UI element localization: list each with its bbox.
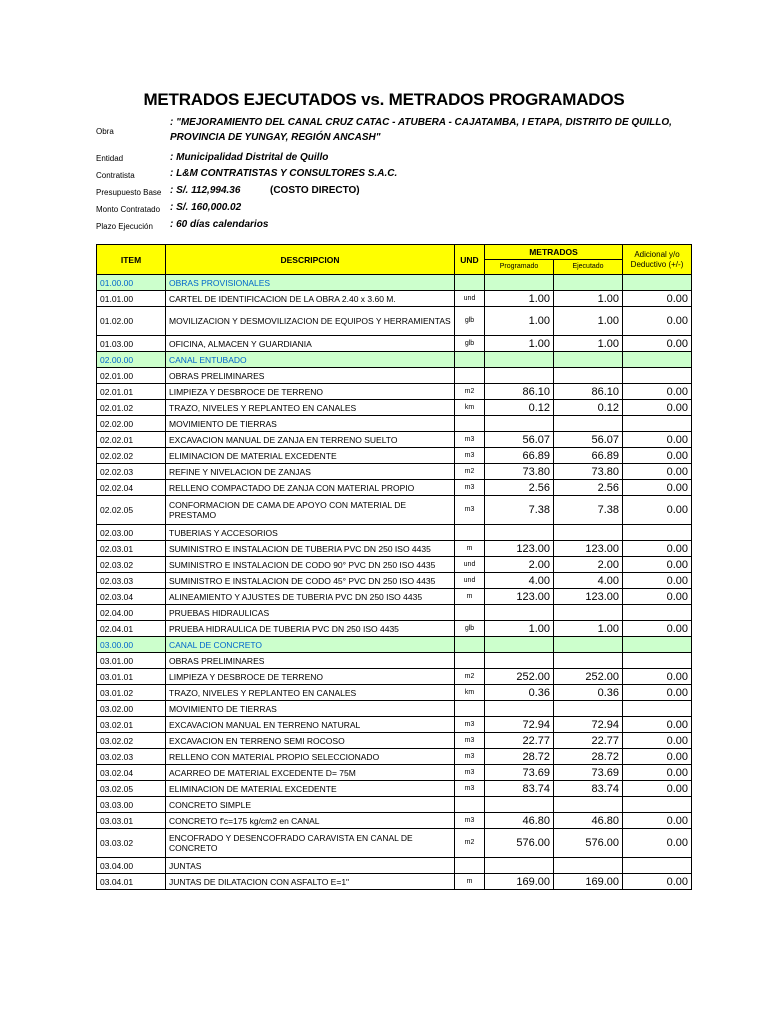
- col-und: UND: [455, 245, 485, 275]
- table-row: [97, 275, 692, 291]
- table-row: [97, 368, 692, 384]
- cell-adicional: 0.00: [623, 496, 692, 525]
- cell-und: m3: [455, 496, 485, 525]
- cell-descripcion: SUMINISTRO E INSTALACION DE CODO 90° PVC DN 250 ISO 4435: [166, 557, 455, 573]
- presupuesto-value: : S/. 112,994.36: [170, 185, 241, 196]
- col-item: ITEM: [97, 245, 166, 275]
- cell-und: m2: [455, 464, 485, 480]
- table-row: [97, 291, 692, 307]
- cell-item: 02.02.01: [97, 432, 166, 448]
- cell-programado: [485, 525, 554, 541]
- cell-adicional: 0.00: [623, 448, 692, 464]
- cell-und: m3: [455, 765, 485, 781]
- cell-descripcion: ELIMINACION DE MATERIAL EXCEDENTE: [166, 781, 455, 797]
- cell-und: km: [455, 400, 485, 416]
- obra-label: Obra: [96, 127, 114, 136]
- cell-ejecutado: 83.74: [554, 781, 623, 797]
- cell-adicional: [623, 637, 692, 653]
- cell-adicional: [623, 701, 692, 717]
- cell-adicional: 0.00: [623, 765, 692, 781]
- cell-item: 02.04.01: [97, 621, 166, 637]
- col-metrados: METRADOS: [485, 245, 623, 260]
- cell-descripcion: CONCRETO f'c=175 kg/cm2 en CANAL: [166, 813, 455, 829]
- cell-und: [455, 352, 485, 368]
- table-row: [97, 400, 692, 416]
- metrados-table: [96, 244, 692, 890]
- cell-und: [455, 637, 485, 653]
- cell-programado: 28.72: [485, 749, 554, 765]
- cell-item: 03.02.00: [97, 701, 166, 717]
- cell-ejecutado: 2.56: [554, 480, 623, 496]
- cell-programado: 2.56: [485, 480, 554, 496]
- cell-adicional: 0.00: [623, 480, 692, 496]
- cell-programado: 56.07: [485, 432, 554, 448]
- cell-ejecutado: [554, 653, 623, 669]
- table-row: [97, 384, 692, 400]
- cell-ejecutado: [554, 858, 623, 874]
- cell-item: 03.02.01: [97, 717, 166, 733]
- cell-ejecutado: 123.00: [554, 589, 623, 605]
- table-row: [97, 733, 692, 749]
- cell-programado: [485, 352, 554, 368]
- cell-und: [455, 368, 485, 384]
- table-row: [97, 432, 692, 448]
- cell-descripcion: MOVIMIENTO DE TIERRAS: [166, 416, 455, 432]
- cell-adicional: [623, 352, 692, 368]
- plazo-value: : 60 días calendarios: [170, 219, 269, 230]
- presupuesto-note: (COSTO DIRECTO): [270, 185, 360, 196]
- cell-und: m2: [455, 829, 485, 858]
- cell-ejecutado: 86.10: [554, 384, 623, 400]
- cell-ejecutado: 73.69: [554, 765, 623, 781]
- cell-ejecutado: 4.00: [554, 573, 623, 589]
- cell-ejecutado: 252.00: [554, 669, 623, 685]
- cell-und: glb: [455, 307, 485, 336]
- monto-value: : S/. 160,000.02: [170, 202, 242, 213]
- cell-adicional: [623, 416, 692, 432]
- cell-item: 03.01.02: [97, 685, 166, 701]
- cell-programado: [485, 797, 554, 813]
- cell-descripcion: MOVILIZACION Y DESMOVILIZACION DE EQUIPOS Y HERRAMIENTAS: [166, 307, 455, 336]
- cell-ejecutado: 28.72: [554, 749, 623, 765]
- cell-descripcion: JUNTAS: [166, 858, 455, 874]
- cell-adicional: [623, 797, 692, 813]
- cell-item: 03.01.01: [97, 669, 166, 685]
- cell-adicional: [623, 858, 692, 874]
- cell-und: m: [455, 874, 485, 890]
- cell-adicional: [623, 653, 692, 669]
- cell-und: [455, 416, 485, 432]
- cell-und: m3: [455, 717, 485, 733]
- cell-descripcion: LIMPIEZA Y DESBROCE DE TERRENO: [166, 384, 455, 400]
- cell-descripcion: PRUEBAS HIDRAULICAS: [166, 605, 455, 621]
- cell-descripcion: TRAZO, NIVELES Y REPLANTEO EN CANALES: [166, 685, 455, 701]
- cell-programado: 72.94: [485, 717, 554, 733]
- cell-ejecutado: 123.00: [554, 541, 623, 557]
- cell-item: 03.04.00: [97, 858, 166, 874]
- cell-ejecutado: 0.12: [554, 400, 623, 416]
- table-row: [97, 621, 692, 637]
- table-row: [97, 416, 692, 432]
- monto-label: Monto Contratado: [96, 205, 161, 214]
- col-programado: Programado: [485, 260, 554, 275]
- cell-descripcion: ALINEAMIENTO Y AJUSTES DE TUBERIA PVC DN 250 ISO 4435: [166, 589, 455, 605]
- cell-ejecutado: [554, 605, 623, 621]
- cell-ejecutado: 576.00: [554, 829, 623, 858]
- obra-value-line2: PROVINCIA DE YUNGAY, REGIÓN ANCASH": [170, 132, 381, 143]
- cell-programado: 1.00: [485, 291, 554, 307]
- cell-programado: [485, 416, 554, 432]
- cell-ejecutado: 1.00: [554, 336, 623, 352]
- cell-und: [455, 858, 485, 874]
- cell-descripcion: SUMINISTRO E INSTALACION DE TUBERIA PVC DN 250 ISO 4435: [166, 541, 455, 557]
- cell-descripcion: TUBERIAS Y ACCESORIOS: [166, 525, 455, 541]
- cell-und: [455, 275, 485, 291]
- contratista-label: Contratista: [96, 171, 135, 180]
- cell-ejecutado: 169.00: [554, 874, 623, 890]
- cell-item: 02.02.03: [97, 464, 166, 480]
- cell-programado: 46.80: [485, 813, 554, 829]
- cell-und: glb: [455, 336, 485, 352]
- cell-und: m2: [455, 384, 485, 400]
- table-row: [97, 464, 692, 480]
- cell-adicional: 0.00: [623, 336, 692, 352]
- cell-programado: 252.00: [485, 669, 554, 685]
- cell-item: 02.02.05: [97, 496, 166, 525]
- cell-programado: 66.89: [485, 448, 554, 464]
- cell-adicional: 0.00: [623, 685, 692, 701]
- cell-ejecutado: 2.00: [554, 557, 623, 573]
- entidad-value: : Municipalidad Distrital de Quillo: [170, 152, 329, 163]
- col-descripcion: DESCRIPCION: [166, 245, 455, 275]
- cell-descripcion: LIMPIEZA Y DESBROCE DE TERRENO: [166, 669, 455, 685]
- cell-ejecutado: [554, 525, 623, 541]
- cell-ejecutado: 1.00: [554, 621, 623, 637]
- cell-und: [455, 605, 485, 621]
- cell-programado: [485, 368, 554, 384]
- cell-und: m3: [455, 749, 485, 765]
- table-row: [97, 685, 692, 701]
- cell-adicional: 0.00: [623, 781, 692, 797]
- page-title: METRADOS EJECUTADOS vs. METRADOS PROGRAMADOS: [143, 90, 625, 109]
- cell-adicional: 0.00: [623, 573, 692, 589]
- cell-ejecutado: [554, 416, 623, 432]
- cell-adicional: 0.00: [623, 384, 692, 400]
- contratista-value: : L&M CONTRATISTAS Y CONSULTORES S.A.C.: [170, 168, 398, 179]
- cell-programado: 22.77: [485, 733, 554, 749]
- obra-value-line1: : "MEJORAMIENTO DEL CANAL CRUZ CATAC - ATUBERA - CAJATAMBA, I ETAPA, DISTRITO DE QUILLO,: [170, 117, 672, 128]
- table-row: [97, 813, 692, 829]
- cell-adicional: 0.00: [623, 291, 692, 307]
- cell-adicional: [623, 368, 692, 384]
- table-row: [97, 765, 692, 781]
- cell-item: 01.03.00: [97, 336, 166, 352]
- cell-ejecutado: 22.77: [554, 733, 623, 749]
- cell-adicional: 0.00: [623, 432, 692, 448]
- cell-ejecutado: [554, 701, 623, 717]
- table-row: [97, 573, 692, 589]
- table-row: [97, 653, 692, 669]
- cell-programado: [485, 605, 554, 621]
- cell-item: 02.03.01: [97, 541, 166, 557]
- cell-programado: 7.38: [485, 496, 554, 525]
- cell-item: 03.02.05: [97, 781, 166, 797]
- cell-ejecutado: 46.80: [554, 813, 623, 829]
- cell-programado: [485, 858, 554, 874]
- cell-item: 03.02.03: [97, 749, 166, 765]
- cell-und: [455, 797, 485, 813]
- plazo-label: Plazo Ejecución: [96, 222, 153, 231]
- cell-item: 02.00.00: [97, 352, 166, 368]
- cell-adicional: 0.00: [623, 733, 692, 749]
- cell-adicional: 0.00: [623, 589, 692, 605]
- cell-descripcion: SUMINISTRO E INSTALACION DE CODO 45° PVC DN 250 ISO 4435: [166, 573, 455, 589]
- cell-item: 02.01.00: [97, 368, 166, 384]
- cell-und: m3: [455, 813, 485, 829]
- cell-ejecutado: [554, 352, 623, 368]
- cell-programado: 123.00: [485, 541, 554, 557]
- cell-und: m3: [455, 781, 485, 797]
- cell-item: 03.03.00: [97, 797, 166, 813]
- table-row: [97, 541, 692, 557]
- cell-ejecutado: [554, 368, 623, 384]
- cell-ejecutado: 56.07: [554, 432, 623, 448]
- presupuesto-label: Presupuesto Base: [96, 188, 162, 197]
- cell-adicional: 0.00: [623, 669, 692, 685]
- cell-adicional: [623, 525, 692, 541]
- cell-item: 02.03.03: [97, 573, 166, 589]
- table-row: [97, 858, 692, 874]
- table-row: [97, 749, 692, 765]
- table-row: [97, 352, 692, 368]
- cell-descripcion: EXCAVACION EN TERRENO SEMI ROCOSO: [166, 733, 455, 749]
- cell-und: m: [455, 541, 485, 557]
- cell-ejecutado: [554, 637, 623, 653]
- cell-item: 02.01.02: [97, 400, 166, 416]
- table-row: [97, 448, 692, 464]
- cell-programado: 169.00: [485, 874, 554, 890]
- cell-programado: 4.00: [485, 573, 554, 589]
- cell-item: 03.03.02: [97, 829, 166, 858]
- cell-item: 02.03.02: [97, 557, 166, 573]
- cell-item: 03.04.01: [97, 874, 166, 890]
- cell-und: km: [455, 685, 485, 701]
- cell-und: m: [455, 589, 485, 605]
- cell-descripcion: EXCAVACION MANUAL DE ZANJA EN TERRENO SUELTO: [166, 432, 455, 448]
- cell-descripcion: OBRAS PRELIMINARES: [166, 653, 455, 669]
- cell-descripcion: CONFORMACION DE CAMA DE APOYO CON MATERIAL DE PRESTAMO: [166, 496, 455, 525]
- cell-item: 03.01.00: [97, 653, 166, 669]
- cell-item: 03.03.01: [97, 813, 166, 829]
- cell-item: 02.04.00: [97, 605, 166, 621]
- cell-programado: 576.00: [485, 829, 554, 858]
- cell-descripcion: OBRAS PROVISIONALES: [166, 275, 455, 291]
- col-adicional: Adicional y/o Deductivo (+/-): [623, 245, 692, 275]
- cell-item: 01.01.00: [97, 291, 166, 307]
- cell-item: 02.03.00: [97, 525, 166, 541]
- cell-adicional: 0.00: [623, 541, 692, 557]
- table-row: [97, 605, 692, 621]
- cell-adicional: [623, 275, 692, 291]
- cell-descripcion: OFICINA, ALMACEN Y GUARDIANIA: [166, 336, 455, 352]
- cell-ejecutado: 73.80: [554, 464, 623, 480]
- table-row: [97, 781, 692, 797]
- cell-adicional: 0.00: [623, 557, 692, 573]
- cell-programado: [485, 653, 554, 669]
- table-row: [97, 589, 692, 605]
- table-row: [97, 701, 692, 717]
- cell-und: und: [455, 291, 485, 307]
- table-row: [97, 637, 692, 653]
- cell-adicional: 0.00: [623, 621, 692, 637]
- cell-und: glb: [455, 621, 485, 637]
- entidad-label: Entidad: [96, 154, 124, 163]
- cell-descripcion: CARTEL DE IDENTIFICACION DE LA OBRA 2.40 x 3.60 M.: [166, 291, 455, 307]
- cell-ejecutado: 1.00: [554, 307, 623, 336]
- cell-programado: [485, 275, 554, 291]
- table-row: [97, 525, 692, 541]
- cell-programado: 83.74: [485, 781, 554, 797]
- cell-und: [455, 525, 485, 541]
- cell-ejecutado: 72.94: [554, 717, 623, 733]
- cell-programado: 1.00: [485, 621, 554, 637]
- cell-programado: [485, 701, 554, 717]
- table-row: [97, 557, 692, 573]
- table-row: [97, 307, 692, 336]
- cell-descripcion: ACARREO DE MATERIAL EXCEDENTE D= 75M: [166, 765, 455, 781]
- cell-und: m3: [455, 480, 485, 496]
- cell-und: und: [455, 557, 485, 573]
- cell-programado: 2.00: [485, 557, 554, 573]
- cell-und: m3: [455, 432, 485, 448]
- cell-und: m3: [455, 448, 485, 464]
- table-row: [97, 496, 692, 525]
- cell-descripcion: CANAL DE CONCRETO: [166, 637, 455, 653]
- cell-programado: 123.00: [485, 589, 554, 605]
- cell-adicional: 0.00: [623, 464, 692, 480]
- cell-adicional: 0.00: [623, 749, 692, 765]
- cell-item: 02.02.02: [97, 448, 166, 464]
- cell-adicional: 0.00: [623, 813, 692, 829]
- cell-descripcion: RELLENO COMPACTADO DE ZANJA CON MATERIAL PROPIO: [166, 480, 455, 496]
- cell-item: 02.02.00: [97, 416, 166, 432]
- cell-ejecutado: 0.36: [554, 685, 623, 701]
- table-row: [97, 669, 692, 685]
- cell-descripcion: TRAZO, NIVELES Y REPLANTEO EN CANALES: [166, 400, 455, 416]
- cell-descripcion: PRUEBA HIDRAULICA DE TUBERIA PVC DN 250 ISO 4435: [166, 621, 455, 637]
- cell-descripcion: JUNTAS DE DILATACION CON ASFALTO E=1": [166, 874, 455, 890]
- cell-programado: 1.00: [485, 336, 554, 352]
- cell-descripcion: REFINE Y NIVELACION DE ZANJAS: [166, 464, 455, 480]
- cell-und: [455, 701, 485, 717]
- cell-und: m3: [455, 733, 485, 749]
- cell-programado: 1.00: [485, 307, 554, 336]
- cell-descripcion: ELIMINACION DE MATERIAL EXCEDENTE: [166, 448, 455, 464]
- cell-item: 01.00.00: [97, 275, 166, 291]
- cell-item: 01.02.00: [97, 307, 166, 336]
- cell-descripcion: MOVIMIENTO DE TIERRAS: [166, 701, 455, 717]
- cell-ejecutado: 66.89: [554, 448, 623, 464]
- cell-item: 02.01.01: [97, 384, 166, 400]
- cell-adicional: 0.00: [623, 400, 692, 416]
- cell-adicional: 0.00: [623, 874, 692, 890]
- cell-adicional: 0.00: [623, 829, 692, 858]
- table-row: [97, 336, 692, 352]
- cell-ejecutado: 7.38: [554, 496, 623, 525]
- cell-und: [455, 653, 485, 669]
- cell-item: 03.02.04: [97, 765, 166, 781]
- cell-adicional: 0.00: [623, 307, 692, 336]
- cell-descripcion: EXCAVACION MANUAL EN TERRENO NATURAL: [166, 717, 455, 733]
- cell-descripcion: RELLENO CON MATERIAL PROPIO SELECCIONADO: [166, 749, 455, 765]
- cell-item: 03.00.00: [97, 637, 166, 653]
- table-row: [97, 874, 692, 890]
- cell-ejecutado: [554, 275, 623, 291]
- cell-item: 02.02.04: [97, 480, 166, 496]
- cell-item: 02.03.04: [97, 589, 166, 605]
- cell-adicional: 0.00: [623, 717, 692, 733]
- cell-programado: 86.10: [485, 384, 554, 400]
- cell-programado: 73.69: [485, 765, 554, 781]
- col-ejecutado: Ejecutado: [554, 260, 623, 275]
- cell-ejecutado: [554, 797, 623, 813]
- cell-und: m2: [455, 669, 485, 685]
- cell-descripcion: CONCRETO SIMPLE: [166, 797, 455, 813]
- cell-programado: 73.80: [485, 464, 554, 480]
- cell-programado: 0.12: [485, 400, 554, 416]
- table-row: [97, 829, 692, 858]
- cell-adicional: [623, 605, 692, 621]
- cell-und: und: [455, 573, 485, 589]
- table-row: [97, 480, 692, 496]
- cell-programado: [485, 637, 554, 653]
- table-row: [97, 797, 692, 813]
- cell-descripcion: OBRAS PRELIMINARES: [166, 368, 455, 384]
- cell-descripcion: CANAL ENTUBADO: [166, 352, 455, 368]
- cell-ejecutado: 1.00: [554, 291, 623, 307]
- table-row: [97, 717, 692, 733]
- cell-programado: 0.36: [485, 685, 554, 701]
- cell-descripcion: ENCOFRADO Y DESENCOFRADO CARAVISTA EN CANAL DE CONCRETO: [166, 829, 455, 858]
- cell-item: 03.02.02: [97, 733, 166, 749]
